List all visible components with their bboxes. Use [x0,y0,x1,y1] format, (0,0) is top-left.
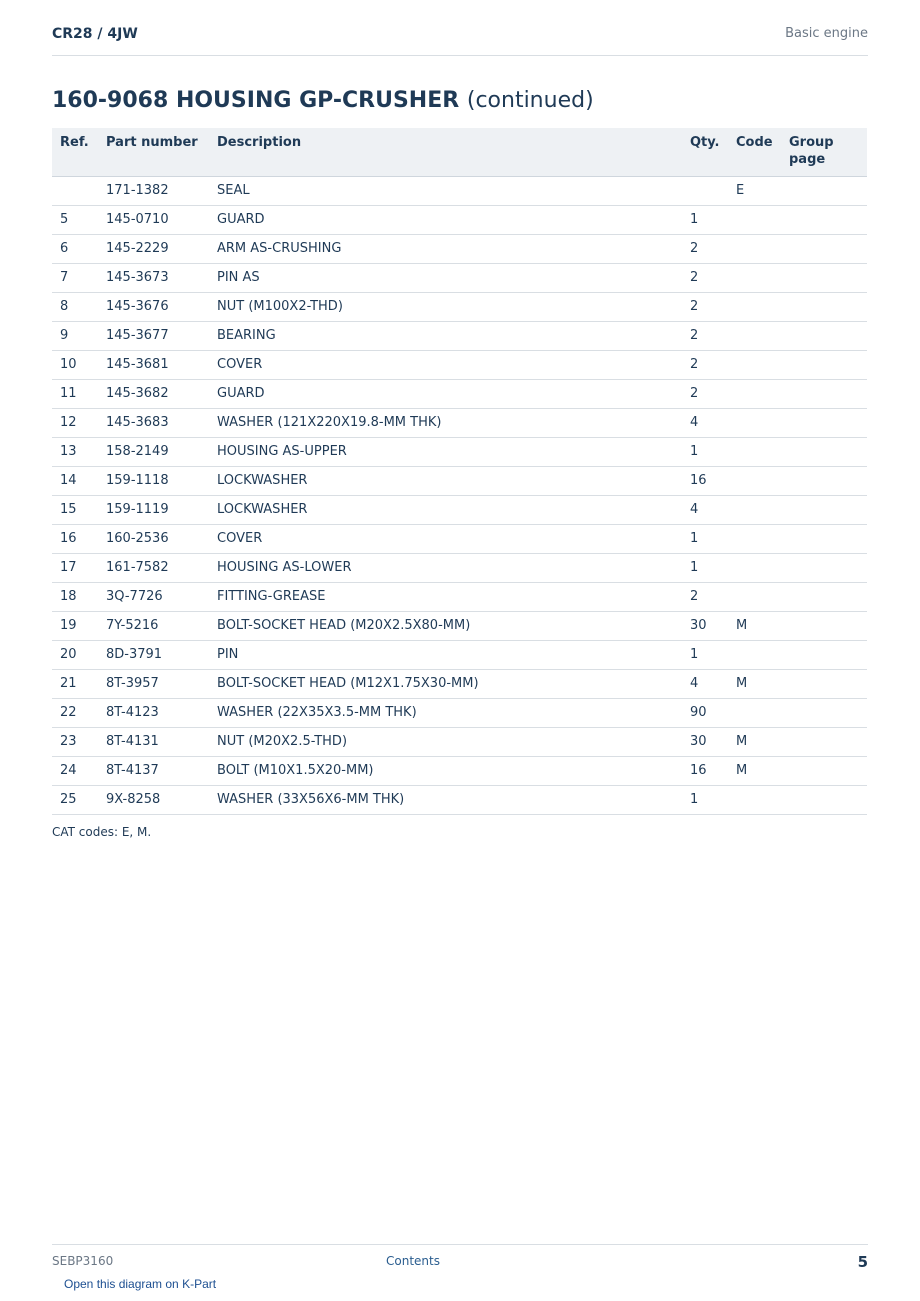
table-row [52,756,867,785]
table-row [52,553,867,582]
table-row [52,466,867,495]
cell-group-page [781,292,867,321]
cell-ref: 16 [52,524,98,553]
model-label: CR28 / 4JW [52,26,138,42]
cell-description: BOLT-SOCKET HEAD (M12X1.75X30-MM) [209,669,682,698]
cell-ref: 15 [52,495,98,524]
cell-part-number: 161-7582 [98,553,209,582]
cell-group-page [781,205,867,234]
cell-description: NUT (M100X2-THD) [209,292,682,321]
title-suffix: (continued) [466,88,594,113]
cell-qty: 1 [682,553,728,582]
cell-part-number: 159-1119 [98,495,209,524]
cell-qty: 1 [682,205,728,234]
table-row [52,234,867,263]
table-row [52,727,867,756]
cell-code [728,495,781,524]
cell-qty: 2 [682,263,728,292]
title-main: 160-9068 HOUSING GP-CRUSHER [52,88,460,113]
cell-qty: 30 [682,727,728,756]
cell-part-number: 8T-4123 [98,698,209,727]
cell-group-page [781,524,867,553]
cell-description: LOCKWASHER [209,466,682,495]
parts-table [52,128,867,815]
cell-qty: 4 [682,408,728,437]
cell-group-page [781,234,867,263]
table-row [52,292,867,321]
contents-link[interactable]: Contents [386,1254,440,1268]
col-header-code: Code [728,128,781,176]
table-row [52,524,867,553]
cell-code [728,379,781,408]
cell-group-page [781,321,867,350]
section-label: Basic engine [785,26,868,41]
cell-ref: 5 [52,205,98,234]
cell-group-page [781,640,867,669]
cat-codes-note: CAT codes: E, M. [52,825,152,839]
cell-group-page [781,495,867,524]
cell-description: PIN AS [209,263,682,292]
cell-code: M [728,756,781,785]
cell-description: WASHER (33X56X6-MM THK) [209,785,682,814]
table-row [52,379,867,408]
cell-qty: 2 [682,321,728,350]
table-row [52,785,867,814]
cell-part-number: 8D-3791 [98,640,209,669]
cell-code [728,553,781,582]
cell-code: E [728,176,781,205]
col-header-description: Description [209,128,682,176]
page-number: 5 [857,1253,868,1271]
cell-group-page [781,263,867,292]
page-title [52,88,594,113]
cell-group-page [781,553,867,582]
cell-ref: 8 [52,292,98,321]
cell-group-page [781,379,867,408]
cell-code [728,234,781,263]
col-header-qty: Qty. [682,128,728,176]
cell-part-number: 145-3681 [98,350,209,379]
cell-description: COVER [209,524,682,553]
cell-group-page [781,698,867,727]
cell-part-number: 145-2229 [98,234,209,263]
cell-qty: 16 [682,756,728,785]
cell-group-page [781,350,867,379]
cell-ref: 23 [52,727,98,756]
cell-qty: 1 [682,524,728,553]
table-row [52,669,867,698]
col-header-group-page: Group page [781,128,867,176]
table-row [52,408,867,437]
cell-group-page [781,669,867,698]
cell-description: COVER [209,350,682,379]
cell-qty: 2 [682,234,728,263]
cell-qty: 90 [682,698,728,727]
cell-ref: 7 [52,263,98,292]
cell-qty: 2 [682,582,728,611]
cell-ref: 25 [52,785,98,814]
cell-code [728,263,781,292]
cell-group-page [781,408,867,437]
cell-ref: 18 [52,582,98,611]
cell-code [728,437,781,466]
cell-description: ARM AS-CRUSHING [209,234,682,263]
table-row [52,176,867,205]
cell-description: PIN [209,640,682,669]
cell-qty: 4 [682,495,728,524]
cell-ref: 14 [52,466,98,495]
cell-part-number: 145-3677 [98,321,209,350]
cell-description: GUARD [209,205,682,234]
cell-description: BEARING [209,321,682,350]
cell-group-page [781,727,867,756]
cell-code: M [728,669,781,698]
cell-part-number: 9X-8258 [98,785,209,814]
cell-ref: 17 [52,553,98,582]
cell-description: SEAL [209,176,682,205]
cell-code [728,408,781,437]
cell-part-number: 145-0710 [98,205,209,234]
cell-ref: 13 [52,437,98,466]
cell-ref: 12 [52,408,98,437]
cell-ref: 20 [52,640,98,669]
cell-part-number: 8T-4131 [98,727,209,756]
cell-code [728,582,781,611]
col-header-ref: Ref. [52,128,98,176]
cell-description: BOLT (M10X1.5X20-MM) [209,756,682,785]
cell-description: LOCKWASHER [209,495,682,524]
cell-part-number: 7Y-5216 [98,611,209,640]
cell-qty: 1 [682,785,728,814]
cell-group-page [781,582,867,611]
table-row [52,640,867,669]
cell-ref: 10 [52,350,98,379]
page-header [52,26,868,56]
cell-part-number: 145-3673 [98,263,209,292]
cell-code [728,350,781,379]
cell-description: NUT (M20X2.5-THD) [209,727,682,756]
cell-qty [682,176,728,205]
cell-part-number: 171-1382 [98,176,209,205]
cell-part-number: 158-2149 [98,437,209,466]
cell-qty: 2 [682,350,728,379]
cell-group-page [781,756,867,785]
cell-group-page [781,611,867,640]
cell-part-number: 145-3682 [98,379,209,408]
cell-description: HOUSING AS-LOWER [209,553,682,582]
cell-group-page [781,785,867,814]
table-row [52,263,867,292]
cell-ref: 22 [52,698,98,727]
cell-code [728,205,781,234]
cell-code [728,292,781,321]
table-row [52,582,867,611]
table-row [52,611,867,640]
cell-description: HOUSING AS-UPPER [209,437,682,466]
cell-qty: 2 [682,379,728,408]
cell-group-page [781,437,867,466]
cell-ref: 9 [52,321,98,350]
table-row [52,437,867,466]
cell-code [728,640,781,669]
cell-part-number: 160-2536 [98,524,209,553]
table-row [52,321,867,350]
cell-qty: 1 [682,640,728,669]
cell-group-page [781,176,867,205]
cell-part-number: 159-1118 [98,466,209,495]
cell-ref: 19 [52,611,98,640]
table-row [52,350,867,379]
cell-description: WASHER (121X220X19.8-MM THK) [209,408,682,437]
cell-qty: 4 [682,669,728,698]
table-row [52,495,867,524]
cell-qty: 2 [682,292,728,321]
cell-part-number: 145-3683 [98,408,209,437]
page-footer [52,1244,868,1301]
cell-description: GUARD [209,379,682,408]
cell-ref: 6 [52,234,98,263]
cell-qty: 16 [682,466,728,495]
cell-part-number: 145-3676 [98,292,209,321]
col-header-part-number: Part number [98,128,209,176]
cell-code [728,466,781,495]
table-header-row [52,128,867,176]
cell-part-number: 3Q-7726 [98,582,209,611]
table-row [52,205,867,234]
cell-part-number: 8T-3957 [98,669,209,698]
cell-description: WASHER (22X35X3.5-MM THK) [209,698,682,727]
cell-description: FITTING-GREASE [209,582,682,611]
cell-code: M [728,727,781,756]
cell-code [728,524,781,553]
table-row [52,698,867,727]
cell-code [728,785,781,814]
cell-ref [52,176,98,205]
cell-code [728,321,781,350]
cell-ref: 24 [52,756,98,785]
cell-ref: 11 [52,379,98,408]
cell-qty: 1 [682,437,728,466]
cell-part-number: 8T-4137 [98,756,209,785]
cell-group-page [781,466,867,495]
open-kpart-link[interactable]: Open this diagram on K-Part [64,1277,217,1291]
cell-qty: 30 [682,611,728,640]
cell-ref: 21 [52,669,98,698]
cell-description: BOLT-SOCKET HEAD (M20X2.5X80-MM) [209,611,682,640]
cell-code: M [728,611,781,640]
document-id: SEBP3160 [52,1254,114,1268]
cell-code [728,698,781,727]
